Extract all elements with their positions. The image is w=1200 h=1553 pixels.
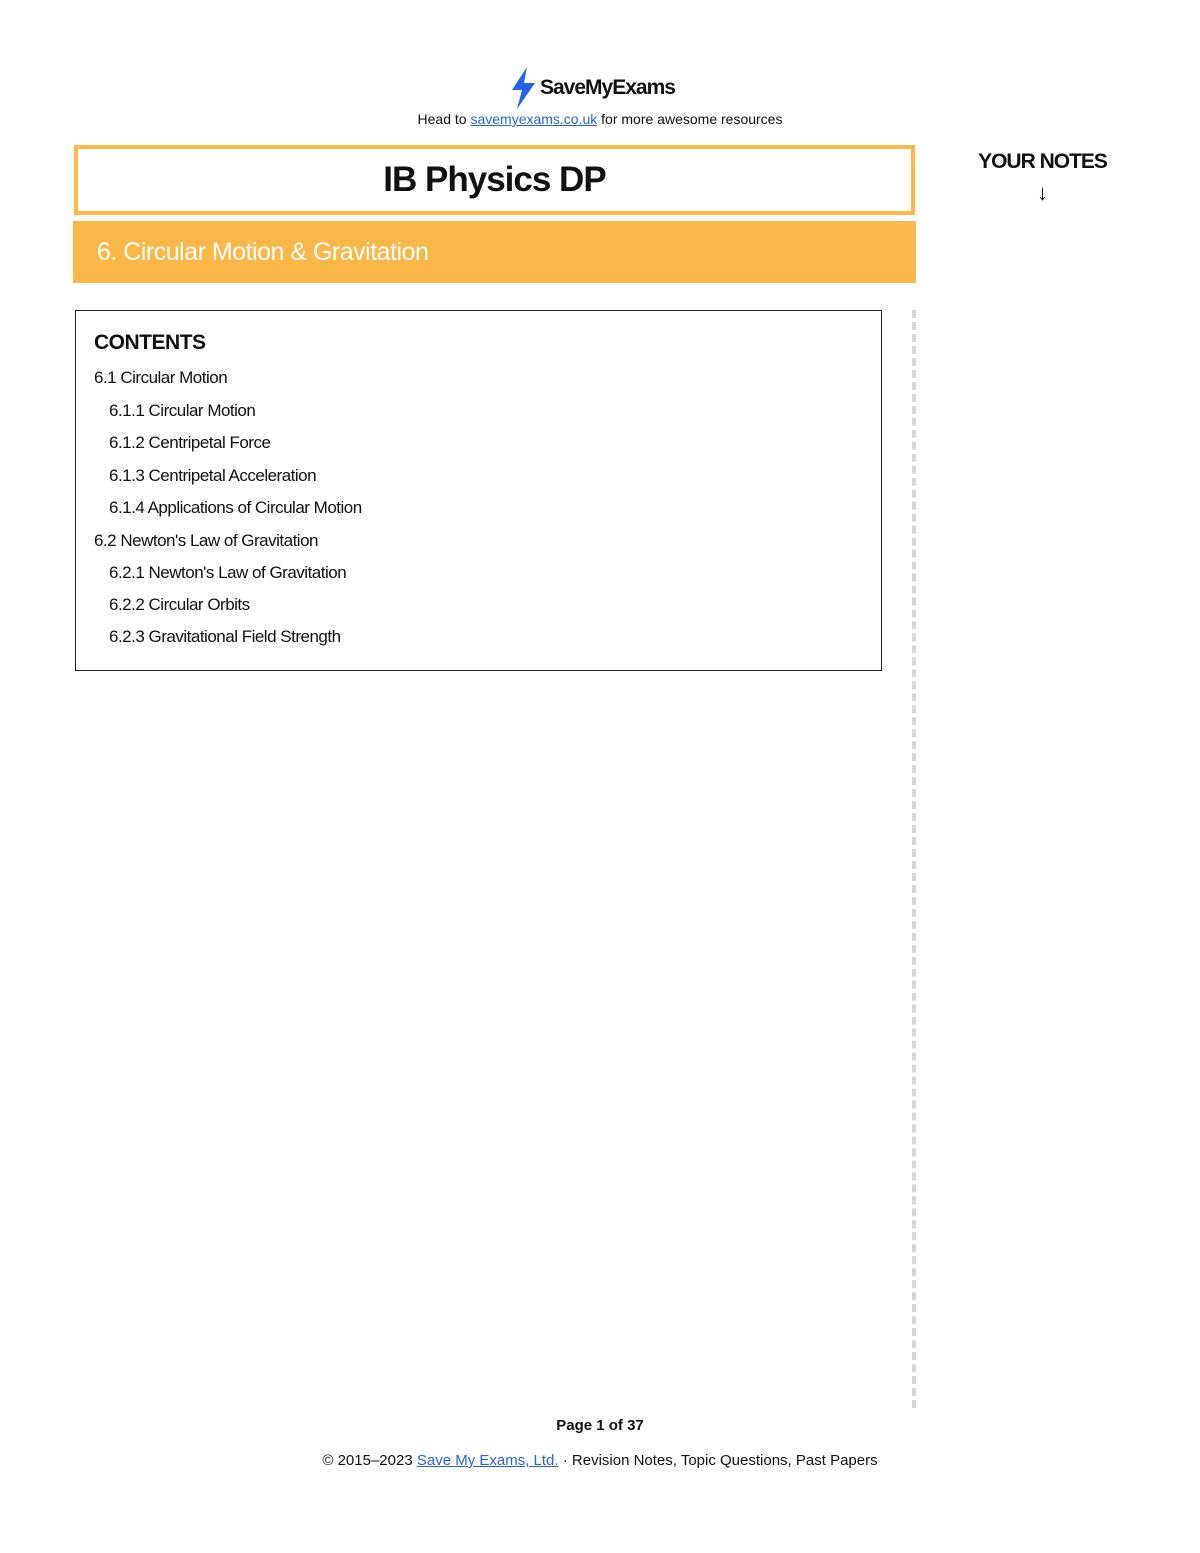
toc-item-6-2-2[interactable]: 6.2.2 Circular Orbits [109, 595, 250, 614]
down-arrow-icon: ↓ [1037, 180, 1048, 205]
contents-box [75, 310, 882, 671]
copyright-text: © 2015–2023 [322, 1452, 417, 1469]
toc-item-6-1-3[interactable]: 6.1.3 Centripetal Acceleration [109, 466, 317, 485]
savemyexams-link[interactable]: savemyexams.co.uk [470, 111, 598, 127]
tagline-suffix: for more awesome resources [597, 111, 783, 127]
toc-item-6-2-3[interactable]: 6.2.3 Gravitational Field Strength [109, 627, 341, 646]
title-box [74, 145, 915, 215]
lightning-bolt-icon [508, 66, 538, 110]
toc-item-6-1-2[interactable]: 6.1.2 Centripetal Force [109, 433, 271, 452]
page-number: Page 1 of 37 [556, 1417, 644, 1434]
toc-item-6-1[interactable]: 6.1 Circular Motion [94, 368, 228, 387]
footer-tagline: · Revision Notes, Topic Questions, Past Papers [558, 1452, 878, 1469]
toc-item-6-2[interactable]: 6.2 Newton's Law of Gravitation [94, 531, 318, 550]
document-title: IB Physics DP [383, 160, 606, 199]
tagline-prefix: Head to [417, 111, 471, 127]
chapter-title: 6. Circular Motion & Gravitation [97, 237, 429, 266]
chapter-banner [73, 221, 916, 283]
notes-divider [912, 310, 916, 1408]
contents-heading: CONTENTS [94, 331, 206, 354]
toc-item-6-2-1[interactable]: 6.2.1 Newton's Law of Gravitation [109, 563, 347, 582]
toc-item-6-1-4[interactable]: 6.1.4 Applications of Circular Motion [109, 498, 362, 517]
your-notes-label: YOUR NOTES [978, 150, 1107, 173]
header-tagline [0, 111, 1200, 127]
brand-logo[interactable] [508, 66, 675, 110]
toc-item-6-1-1[interactable]: 6.1.1 Circular Motion [109, 401, 256, 420]
footer [0, 1452, 1200, 1469]
brand-name: SaveMyExams [540, 76, 675, 99]
company-link[interactable]: Save My Exams, Ltd. [416, 1452, 559, 1469]
